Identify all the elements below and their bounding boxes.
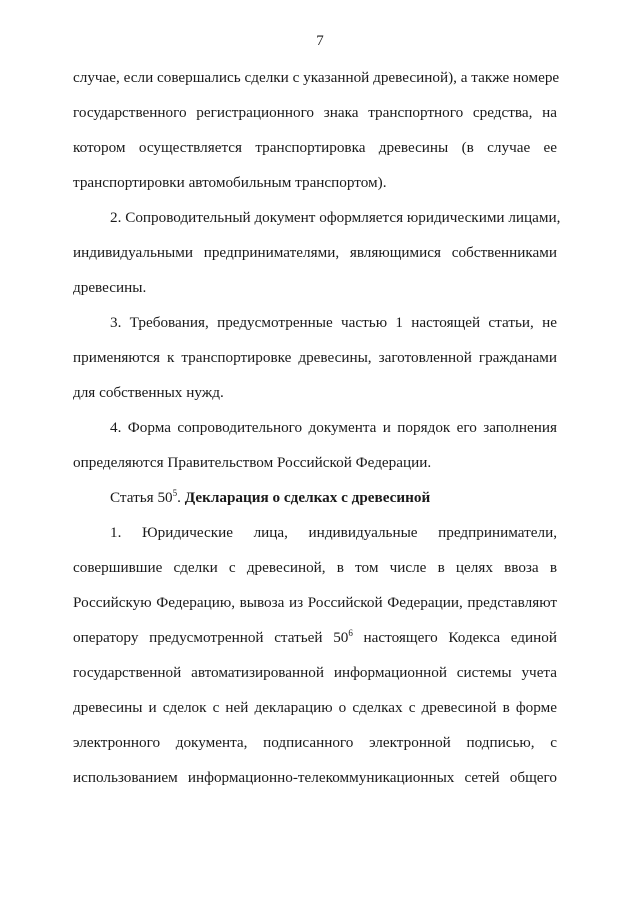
text-line: применяются к транспортировке древесины, заготовленной гражданами bbox=[73, 349, 557, 366]
text-line bbox=[73, 628, 557, 663]
paragraph-2 bbox=[73, 208, 561, 313]
text-line: случае, если совершались сделки с указанной древесиной), а также номере bbox=[73, 69, 560, 86]
text-line: Российскую Федерацию, вывоза из Российской Федерации, представляют bbox=[73, 594, 557, 611]
text-line: электронного документа, подписанного электронной подписью, с bbox=[73, 734, 557, 751]
article-reference-superscript: 6 bbox=[348, 628, 353, 638]
article-number-superscript: 5 bbox=[172, 488, 178, 498]
article-heading bbox=[73, 488, 557, 523]
page-number: 7 bbox=[316, 33, 324, 49]
text-line: государственного регистрационного знака транспортного средства, на bbox=[73, 104, 557, 121]
text-line: государственной автоматизированной информационной системы учета bbox=[73, 664, 557, 681]
text-line: 4. Форма сопроводительного документа и порядок его заполнения bbox=[110, 419, 557, 436]
text-line: 3. Требования, предусмотренные частью 1 настоящей статьи, не bbox=[110, 314, 557, 331]
text-line: использованием информационно-телекоммуникационных сетей общего bbox=[73, 769, 557, 786]
text-line: 2. Сопроводительный документ оформляется юридическими лицами, bbox=[110, 209, 561, 226]
text-line: индивидуальными предпринимателями, являющимися собственниками bbox=[73, 244, 557, 261]
article-separator: . bbox=[177, 489, 185, 506]
text-line: 1. Юридические лица, индивидуальные предприниматели, bbox=[110, 524, 557, 541]
article-title bbox=[73, 488, 557, 523]
article-heading-text: Декларация о сделках с древесиной bbox=[184, 489, 431, 506]
article-paragraph-1 bbox=[73, 523, 557, 803]
article-number: Статья 50 bbox=[110, 489, 173, 506]
text-line: транспортировки автомобильным транспортом). bbox=[73, 174, 387, 191]
text-line: древесины и сделок с ней декларацию о сделках с древесиной в форме bbox=[73, 699, 557, 716]
paragraph-4 bbox=[73, 418, 557, 488]
text-line: древесины. bbox=[73, 279, 147, 296]
text-fragment: настоящего Кодекса единой bbox=[352, 629, 557, 646]
paragraph-3 bbox=[73, 313, 557, 418]
text-fragment: оператору предусмотренной статьей 50 bbox=[73, 629, 349, 646]
paragraph-continuation bbox=[73, 68, 560, 208]
text-line: определяются Правительством Российской Федерации. bbox=[73, 454, 432, 471]
text-line: для собственных нужд. bbox=[73, 384, 224, 401]
text-line: совершившие сделки с древесиной, в том числе в целях ввоза в bbox=[73, 559, 557, 576]
text-line: котором осуществляется транспортировка древесины (в случае ее bbox=[73, 139, 557, 156]
